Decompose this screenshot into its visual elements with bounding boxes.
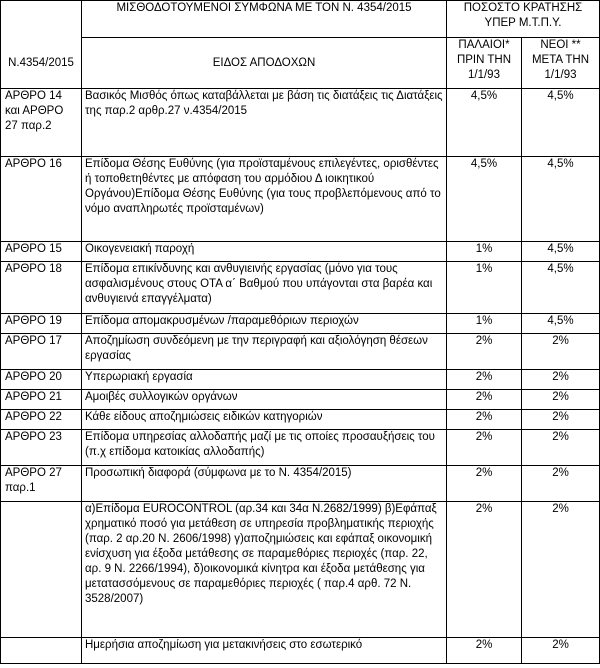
- article-cell: ΑΡΘΡΟ 20: [1, 370, 82, 390]
- old-percent-cell: 1%: [447, 242, 522, 262]
- header-type-column: ΕΙΔΟΣ ΑΠΟΔΟΧΩΝ: [82, 38, 447, 89]
- table-row: [1, 334, 600, 370]
- article-cell: ΑΡΘΡΟ 17: [1, 334, 82, 370]
- old-percent-cell: 2%: [447, 370, 522, 390]
- description-cell: Οικογενειακή παροχή: [82, 242, 447, 262]
- new-percent-cell: 2%: [522, 502, 600, 638]
- new-percent-cell: 2%: [522, 466, 600, 502]
- article-cell: [1, 502, 82, 638]
- article-cell: [1, 638, 82, 664]
- old-percent-cell: 2%: [447, 638, 522, 664]
- old-percent-cell: 1%: [447, 314, 522, 334]
- description-cell: Προσωπική διαφορά (σύμφωνα με το Ν. 4354/2015): [82, 466, 447, 502]
- table-row: [1, 410, 600, 430]
- header-law-column: [1, 1, 82, 89]
- old-percent-cell: 1%: [447, 262, 522, 314]
- old-percent-cell: 2%: [447, 334, 522, 370]
- table-row: [1, 314, 600, 334]
- header-row-top: [1, 1, 600, 38]
- old-percent-cell: 2%: [447, 502, 522, 638]
- old-percent-cell: 4,5%: [447, 89, 522, 157]
- old-percent-cell: 2%: [447, 410, 522, 430]
- table-row: [1, 370, 600, 390]
- table-row: [1, 157, 600, 242]
- header-new-column: ΝΕΟΙ ** ΜΕΤΑ ΤΗΝ 1/1/93: [522, 38, 600, 89]
- header-old-column: ΠΑΛΑΙΟΙ* ΠΡΙΝ ΤΗΝ 1/1/93: [447, 38, 522, 89]
- description-cell: Επίδομα επικίνδυνης και ανθυγιεινής εργασίας (μόνο για τους ασφαλισμένους στους ΟΤΑ α΄ Βαθμού που υπάγονται στα βαρέα και ανθυγιεινά επαγγέλματα): [82, 262, 447, 314]
- table-row: [1, 390, 600, 410]
- description-cell: Κάθε είδους αποζημιώσεις ειδικών κατηγοριών: [82, 410, 447, 430]
- new-percent-cell: 2%: [522, 370, 600, 390]
- old-percent-cell: 2%: [447, 390, 522, 410]
- article-cell: ΑΡΘΡΟ 22: [1, 410, 82, 430]
- new-percent-cell: 2%: [522, 638, 600, 664]
- new-percent-cell: 2%: [522, 430, 600, 466]
- description-cell: Επίδομα υπηρεσίας αλλοδαπής μαζί με τις οποίες προσαυξήσεις του (π.χ επίδομα κατοικίας αλλοδαπής): [82, 430, 447, 466]
- description-cell: α)Επίδομα EUROCONTROL (αρ.34 και 34α Ν.2682/1999) β)Εφάπαξ χρηματικό ποσό για μετάθεση σε υπηρεσία προβληματικής περιοχής (παρ. 2 αρ.20 Ν. 2606/1998) γ)αποζημιώσεις και εφάπαξ οικονομική ενίσχυση για έξοδα μετάθεσης σε παραμεθόριες περιοχές (παρ. 22, αρ. 9 Ν. 2266/1994), δ)οικονομικά κίνητρα και έξοδα μετάθεσης για μετατασσόμενους σε παραμεθόριες περιοχές ( παρ.4 αρθ. 72 Ν. 3528/2007): [82, 502, 447, 638]
- description-cell: Αποζημίωση συνδεόμενη με την περιγραφή και αξιολόγηση θέσεων εργασίας: [82, 334, 447, 370]
- new-percent-cell: 4,5%: [522, 89, 600, 157]
- header-law-label: Ν.4354/2015: [8, 57, 74, 69]
- description-cell: Υπερωριακή εργασία: [82, 370, 447, 390]
- header-title: ΜΙΣΘΟΔΟΤΟΥΜΕΝΟΙ ΣΥΜΦΩΝΑ ΜΕ ΤΟΝ Ν. 4354/2015: [82, 1, 447, 38]
- old-percent-cell: 2%: [447, 430, 522, 466]
- new-percent-cell: 4,5%: [522, 314, 600, 334]
- table-row: [1, 502, 600, 638]
- description-cell: Επίδομα Θέσης Ευθύνης (για προϊσταμένους επιλεγέντες, ορισθέντες ή τοποθετηθέντες με απόφαση του αρμόδιου Δ ιοικητικού Οργάνου)Επίδομα Θέσης Ευθύνης (για τους προβλεπόμενους από το νόμο αναπληρωτές προϊσταμένων): [82, 157, 447, 242]
- old-percent-cell: 4,5%: [447, 157, 522, 242]
- table-row: [1, 466, 600, 502]
- new-percent-cell: 4,5%: [522, 262, 600, 314]
- article-cell: ΑΡΘΡΟ 19: [1, 314, 82, 334]
- table-row: [1, 638, 600, 664]
- article-cell: ΑΡΘΡΟ 14 και ΑΡΘΡΟ 27 παρ.2: [1, 89, 82, 157]
- article-cell: ΑΡΘΡΟ 18: [1, 262, 82, 314]
- article-cell: ΑΡΘΡΟ 21: [1, 390, 82, 410]
- old-percent-cell: 2%: [447, 466, 522, 502]
- article-cell: ΑΡΘΡΟ 23: [1, 430, 82, 466]
- description-cell: Ημερήσια αποζημίωση για μετακινήσεις στο εσωτερικό: [82, 638, 447, 664]
- table-row: [1, 262, 600, 314]
- new-percent-cell: 2%: [522, 334, 600, 370]
- description-cell: Βασικός Μισθός όπως καταβάλλεται με βάση τις διατάξεις τις Διατάξεις της παρ.2 αρθρ.27 ν.4354/2015: [82, 89, 447, 157]
- new-percent-cell: 2%: [522, 410, 600, 430]
- table-row: [1, 89, 600, 157]
- article-cell: ΑΡΘΡΟ 16: [1, 157, 82, 242]
- table-row: [1, 430, 600, 466]
- new-percent-cell: 4,5%: [522, 242, 600, 262]
- header-row-sub: [1, 38, 600, 89]
- new-percent-cell: 4,5%: [522, 157, 600, 242]
- article-cell: ΑΡΘΡΟ 27 παρ.1: [1, 466, 82, 502]
- description-cell: Αμοιβές συλλογικών οργάνων: [82, 390, 447, 410]
- description-cell: Επίδομα απομακρυσμένων /παραμεθόριων περιοχών: [82, 314, 447, 334]
- header-percentage-title: ΠΟΣΟΣΤΟ ΚΡΑΤΗΣΗΣ ΥΠΕΡ Μ.Τ.Π.Υ.: [447, 1, 600, 38]
- new-percent-cell: 2%: [522, 390, 600, 410]
- table-row: [1, 242, 600, 262]
- article-cell: ΑΡΘΡΟ 15: [1, 242, 82, 262]
